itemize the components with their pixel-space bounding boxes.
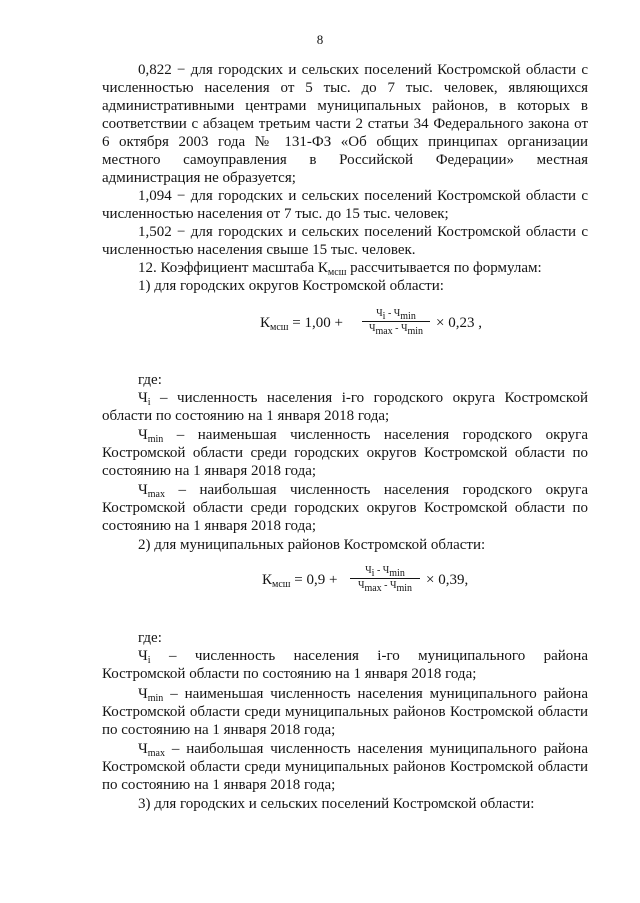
text-line: 0,822 − для городских и сельских поселений Костромской области с xyxy=(138,62,588,78)
definition-line: Костромской области среди городских округов Костромской области по xyxy=(102,500,588,516)
definition-line: $Ч_{min}$ – наименьшая численность населения муниципального района xyxy=(138,686,588,704)
definition-line: состоянию на 1 января 2018 года; xyxy=(102,518,317,534)
text-line: 2) для муниципальных районов Костромской области: xyxy=(138,537,486,553)
definition-line: $Ч_{max}$ – наибольшая численность населения муниципального района xyxy=(138,741,588,759)
formula-municipal-districts xyxy=(262,565,502,602)
text-line: 1,502 − для городских и сельских поселений Костромской области с xyxy=(138,224,588,240)
formula-lhs: $К_{мсш} = 1,00$ + xyxy=(260,315,343,333)
text-line: местного самоуправления в Российской Федерации» местная xyxy=(102,152,588,168)
definition-line: по состоянию на 1 января 2018 года; xyxy=(102,777,336,793)
paragraph-12-heading: 12. Коэффициент масштаба $К_{мсш}$ рассчитывается по формулам: xyxy=(138,260,542,278)
definition-line: Костромской области среди муниципальных районов Костромской области xyxy=(102,704,588,720)
definition-line: $Ч_{max}$ – наибольшая численность населения городского округа xyxy=(138,482,588,500)
definition-line: Костромской области среди муниципальных районов Костромской области xyxy=(102,759,588,775)
where-label: где: xyxy=(138,372,162,388)
definition-line: области по состоянию на 1 января 2018 года; xyxy=(102,408,390,424)
text-line: 1,094 − для городских и сельских поселений Костромской области с xyxy=(138,188,588,204)
where-label: где: xyxy=(138,630,162,646)
definition-line: Костромской области по состоянию на 1 января 2018 года; xyxy=(102,666,477,682)
formula-lhs: $К_{мсш} = 0,9$ + xyxy=(262,572,338,590)
fraction-numerator: $Ч_i - Ч_{min}$ xyxy=(365,565,405,579)
page-number: 8 xyxy=(316,32,324,47)
text-line: численностью населения от 5 тыс. до 7 тыс. человек, являющихся xyxy=(102,80,588,96)
definition-line: $Ч_{min}$ – наименьшая численность населения городского округа xyxy=(138,427,588,445)
text-line: численностью населения от 7 тыс. до 15 тыс. человек; xyxy=(102,206,449,222)
text-line: 3) для городских и сельских поселений Костромской области: xyxy=(138,796,535,812)
definition-line: $Ч_i$ – численность населения i-го муниципального района xyxy=(138,648,588,666)
formula-fraction xyxy=(362,308,430,335)
fraction-numerator: $Ч_i - Ч_{min}$ xyxy=(376,308,416,322)
formula-multiplier: × 0,23 , xyxy=(436,315,482,331)
formula-multiplier: × 0,39, xyxy=(426,572,469,588)
formula-urban-districts xyxy=(260,308,500,345)
text-line: администрация не образуется; xyxy=(102,170,296,186)
definition-line: $Ч_i$ – численность населения i-го городского округа Костромской xyxy=(138,390,588,408)
text-line: 1) для городских округов Костромской области: xyxy=(138,278,444,294)
definition-line: состоянию на 1 января 2018 года; xyxy=(102,463,317,479)
text-line: соответствии с абзацем третьим части 2 статьи 34 Федерального закона от xyxy=(102,116,588,132)
definition-line: Костромской области среди городских округов Костромской области по xyxy=(102,445,588,461)
fraction-denominator: $Ч_{max} - Ч_{min}$ xyxy=(357,580,413,594)
text-line: административными центрами муниципальных районов, в которых в xyxy=(102,98,588,114)
fraction-denominator: $Ч_{max} - Ч_{min}$ xyxy=(368,323,424,337)
text-line: численностью населения свыше 15 тыс. человек. xyxy=(102,242,416,258)
definition-line: по состоянию на 1 января 2018 года; xyxy=(102,722,336,738)
formula-fraction xyxy=(350,565,420,592)
text-line: 6 октября 2003 года № 131-ФЗ «Об общих принципах организации xyxy=(102,134,588,150)
